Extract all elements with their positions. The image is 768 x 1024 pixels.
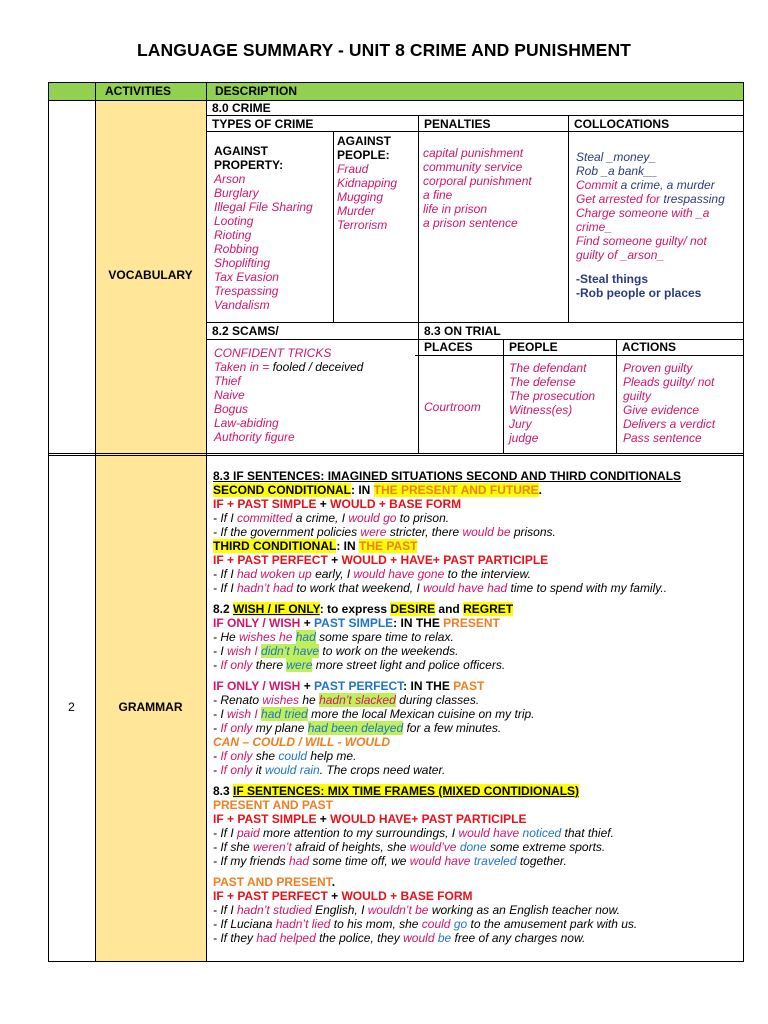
types-header: TYPES OF CRIME <box>212 117 314 131</box>
trial-title: 8.3 ON TRIAL <box>424 324 501 338</box>
list-item: Pass sentence <box>623 431 702 445</box>
property-heading: AGAINST <box>214 144 268 158</box>
list-item: Delivers a verdict <box>623 417 716 431</box>
note: -Rob people or places <box>576 286 702 300</box>
list-item: corporal punishment <box>423 174 532 188</box>
present-and-past-heading: PRESENT AND PAST <box>213 798 334 812</box>
actions-list <box>623 361 715 445</box>
description-header: DESCRIPTION <box>215 84 298 98</box>
list-item: a prison sentence <box>423 216 518 230</box>
activities-header: ACTIVITIES <box>105 84 172 98</box>
list-item: crime_ <box>576 220 613 234</box>
example: - If I committed a crime, I would go to prison. <box>213 511 450 525</box>
list-item: Proven guilty <box>623 361 693 375</box>
list-item: Jury <box>509 417 532 431</box>
example: - If only she could help me. <box>213 749 357 763</box>
list-item: Naive <box>214 388 245 402</box>
example: - If I hadn’t studied English, I wouldn’t be working as an English teacher now. <box>213 903 620 917</box>
list-item: The prosecution <box>509 389 596 403</box>
list-item: The defendant <box>509 361 587 375</box>
grammar-label: GRAMMAR <box>118 700 183 714</box>
list-item: Thief <box>214 374 241 388</box>
example: - I wish I had tried more the local Mexican cuisine on my trip. <box>213 707 535 721</box>
formula: IF ONLY / WISH + PAST SIMPLE: IN THE PRESENT <box>213 616 500 630</box>
list-item: Law-abiding <box>214 416 279 430</box>
example: - Renato wishes he hadn’t slacked during classes. <box>213 693 480 707</box>
actions-header: ACTIONS <box>622 340 676 354</box>
example: - He wishes he had some spare time to relax. <box>213 630 454 644</box>
list-item: Give evidence <box>623 403 700 417</box>
list-item: capital punishment <box>423 146 524 160</box>
list-item: life in prison <box>423 202 488 216</box>
penalties-list <box>423 146 532 230</box>
past-and-present-heading: PAST AND PRESENT. <box>213 875 336 889</box>
scams-title: 8.2 SCAMS/ <box>212 324 279 338</box>
example: - If Luciana hadn’t lied to his mom, she could go to the amusement park with us. <box>213 917 638 931</box>
example: - If she weren’t afraid of heights, she would’ve done some extreme sports. <box>213 840 606 854</box>
trial-people-list <box>509 361 595 445</box>
list-item: guilty of _arson_ <box>576 248 665 262</box>
people-heading: PEOPLE: <box>337 148 390 162</box>
formula: IF + PAST PERFECT + WOULD + HAVE+ PAST PARTICIPLE <box>213 553 549 567</box>
list-item: Robbing <box>214 242 259 256</box>
penalties-header: PENALTIES <box>424 117 491 131</box>
example: - If only it would rain. The crops need water. <box>213 763 446 777</box>
formula: IF + PAST SIMPLE + WOULD + BASE FORM <box>213 497 462 511</box>
list-item: Charge someone with _a <box>576 206 710 220</box>
formula: IF + PAST PERFECT + WOULD + BASE FORM <box>213 889 473 903</box>
against-people-list <box>337 134 397 232</box>
list-item: Authority figure <box>214 430 295 444</box>
against-property-list <box>214 144 313 312</box>
list-item: judge <box>509 431 539 445</box>
list-item: Kidnapping <box>337 176 398 190</box>
collocations-header: COLLOCATIONS <box>574 117 670 131</box>
list-item: Murder <box>337 204 376 218</box>
formula: IF + PAST SIMPLE + WOULD HAVE+ PAST PARTICIPLE <box>213 812 527 826</box>
list-item: Taken in = fooled / deceived <box>214 360 364 374</box>
note: -Steal things <box>576 272 649 286</box>
crime-title: 8.0 CRIME <box>212 101 271 115</box>
row-number: 2 <box>68 700 75 714</box>
list-item: The defense <box>509 375 576 389</box>
list-item: a fine <box>423 188 453 202</box>
list-item: Burglary <box>214 186 259 200</box>
list-item: Terrorism <box>337 218 388 232</box>
third-conditional-heading: THIRD CONDITIONAL: IN THE PAST <box>213 539 418 553</box>
list-item: Get arrested for trespassing <box>576 192 725 206</box>
example: - If my friends had some time off, we would have traveled together. <box>213 854 567 868</box>
modal-heading: CAN – COULD / WILL - WOULD <box>213 735 391 749</box>
example: - If they had helped the police, they would be free of any charges now. <box>213 931 586 945</box>
people-heading: AGAINST <box>337 134 391 148</box>
formula: IF ONLY / WISH + PAST PERFECT: IN THE PAST <box>213 679 485 693</box>
grammar-content <box>213 469 681 945</box>
if-sentences-title: 8.3 IF SENTENCES: IMAGINED SITUATIONS SECOND AND THIRD CONDITIONALS <box>213 469 682 483</box>
trial-people-header: PEOPLE <box>509 340 558 354</box>
list-item: Rioting <box>214 228 252 242</box>
list-item: Shoplifting <box>214 256 271 270</box>
example: - I wish I didn’t have to work on the weekends. <box>213 644 459 658</box>
list-item: community service <box>423 160 523 174</box>
list-item: Pleads guilty/ not <box>623 375 715 389</box>
list-item: Steal _money_ <box>576 150 657 164</box>
wish-heading: 8.2 WISH / IF ONLY: to express DESIRE and REGRET <box>213 602 514 616</box>
vocabulary-label: VOCABULARY <box>108 268 193 282</box>
list-item: Bogus <box>214 402 249 416</box>
list-item: Find someone guilty/ not <box>576 234 707 248</box>
list-item: Mugging <box>337 190 384 204</box>
example: - If only my plane had been delayed for a few minutes. <box>213 721 502 735</box>
list-item: Witness(es) <box>509 403 573 417</box>
list-item: Vandalism <box>214 298 270 312</box>
example: - If only there were more street light and police officers. <box>213 658 506 672</box>
page-title: LANGUAGE SUMMARY - UNIT 8 CRIME AND PUNISHMENT <box>137 40 631 60</box>
example: - If I had woken up early, I would have gone to the interview. <box>213 567 531 581</box>
collocations-list <box>576 150 725 300</box>
place-courtroom: Courtroom <box>424 400 481 414</box>
example: - If I paid more attention to my surroundings, I would have noticed that thief. <box>213 826 614 840</box>
places-header: PLACES <box>424 340 473 354</box>
list-item: Arson <box>214 172 246 186</box>
activities-column-fill <box>95 100 206 962</box>
list-item: Rob _a bank__ <box>576 164 658 178</box>
list-item: Looting <box>214 214 254 228</box>
property-heading: PROPERTY: <box>214 158 284 172</box>
example: - If the government policies were stricter, there would be prisons. <box>213 525 556 539</box>
list-item: Commit a crime, a murder <box>576 178 715 192</box>
scams-list <box>214 346 363 444</box>
list-item: Fraud <box>337 162 369 176</box>
example: - If I hadn’t had to work that weekend, I would have had time to spend with my family.. <box>213 581 668 595</box>
list-item: Tax Evasion <box>214 270 279 284</box>
list-item: CONFIDENT TRICKS <box>214 346 332 360</box>
list-item: Trespassing <box>214 284 279 298</box>
second-conditional-heading: SECOND CONDITIONAL: IN THE PRESENT AND FUTURE. <box>213 483 542 497</box>
list-item: guilty <box>623 389 652 403</box>
mixed-conditionals-title: 8.3 IF SENTENCES: MIX TIME FRAMES (MIXED CONTIDIONALS) <box>213 784 580 798</box>
list-item: Illegal File Sharing <box>214 200 313 214</box>
